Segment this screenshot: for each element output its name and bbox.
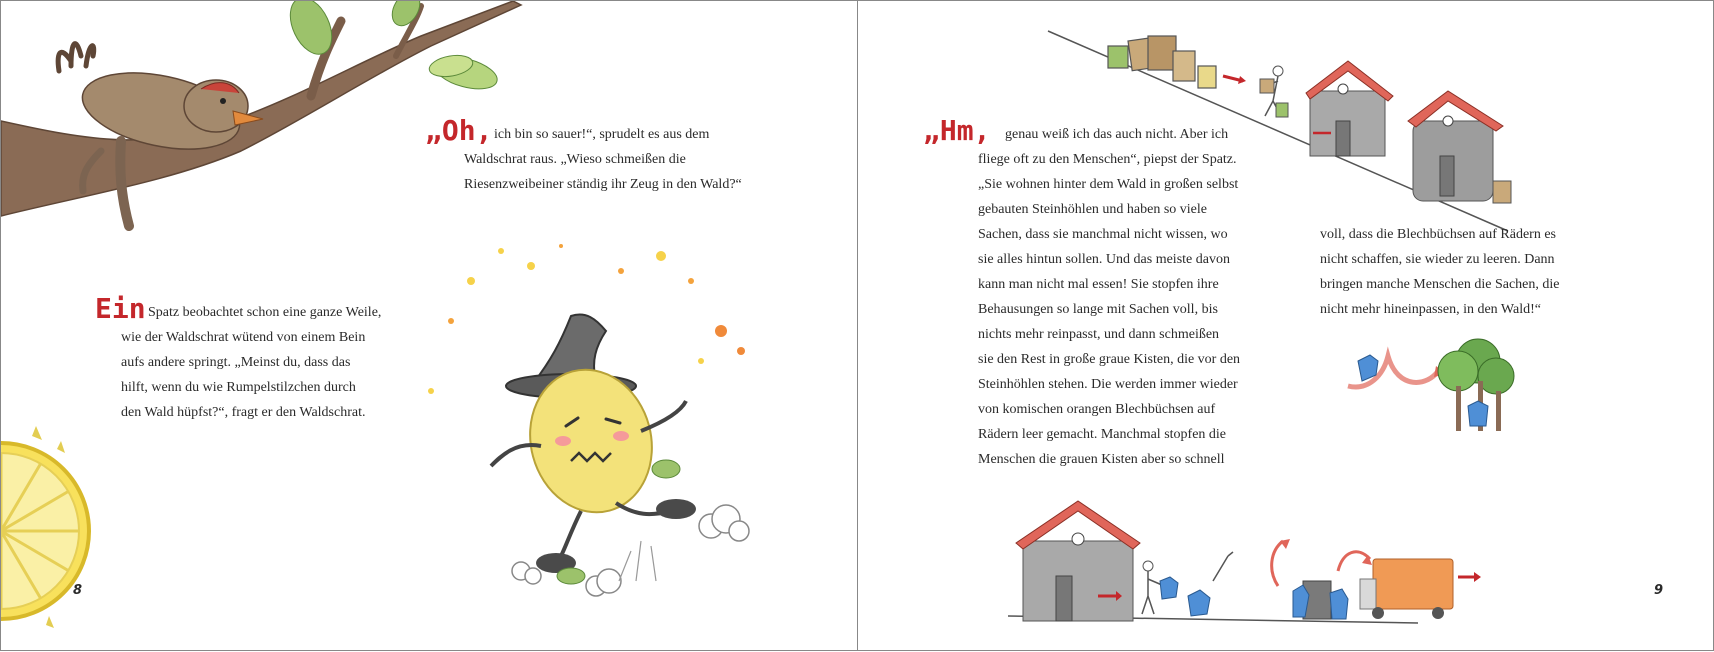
text-line: ich bin so sauer!“, sprudelt es aus dem bbox=[494, 127, 710, 142]
text-line: Riesenzweibeiner ständig ihr Zeug in den Wald?“ bbox=[464, 177, 742, 192]
paragraph-hm bbox=[1005, 122, 1228, 147]
text-line: Behausungen so lange mit Sachen voll, bis bbox=[978, 302, 1218, 317]
text-line: nicht schaffen, sie wieder zu leeren. Dann bbox=[1320, 252, 1555, 267]
angry-lemon-waldschrat-illustration bbox=[421, 241, 781, 601]
text-line: sie den Rest in große graue Kisten, die vor den bbox=[978, 352, 1241, 367]
text-line: nichts mehr reinpasst, und dann schmeißen bbox=[978, 327, 1220, 342]
drop-cap-ein: Ein bbox=[95, 292, 146, 325]
paragraph-hm-continued bbox=[978, 147, 1240, 472]
text-line: nicht mehr hineinpassen, in den Wald!“ bbox=[1320, 302, 1541, 317]
text-line: „Sie wohnen hinter dem Wald in großen selbst bbox=[978, 177, 1239, 192]
drop-cap-hm: „Hm, bbox=[923, 114, 991, 147]
text-line: genau weiß ich das auch nicht. Aber ich bbox=[1005, 127, 1229, 142]
text-line: aufs andere springt. „Meinst du, dass das bbox=[121, 355, 351, 370]
text-line: Sachen, dass sie manchmal nicht wissen, wo bbox=[978, 227, 1228, 242]
text-line: fliege oft zu den Menschen“, piepst der Spatz. bbox=[978, 152, 1237, 167]
text-line: Menschen die grauen Kisten aber so schnell bbox=[978, 452, 1225, 467]
paragraph-ein bbox=[148, 300, 381, 325]
text-line: Rädern leer gemacht. Manchmal stopfen die bbox=[978, 427, 1227, 442]
page-number: 8 bbox=[73, 583, 83, 598]
paragraph-oh bbox=[464, 122, 709, 147]
text-line: voll, dass die Blechbüchsen auf Rädern es bbox=[1320, 227, 1556, 242]
paragraph-oh-continued bbox=[464, 147, 742, 197]
text-line: bringen manche Menschen die Sachen, die bbox=[1320, 277, 1560, 292]
right-page bbox=[857, 0, 1714, 651]
drop-cap-oh: „Oh, bbox=[425, 114, 493, 147]
text-line: gebauten Steinhöhlen und haben so viele bbox=[978, 202, 1207, 217]
paragraph-column-2 bbox=[1320, 222, 1559, 322]
paragraph-ein-continued bbox=[121, 325, 365, 425]
page-number: 9 bbox=[1654, 583, 1664, 598]
text-line: Spatz beobachtet schon eine ganze Weile, bbox=[148, 305, 382, 320]
text-line: Waldschrat raus. „Wieso schmeißen die bbox=[464, 152, 686, 167]
text-line: Steinhöhlen stehen. Die werden immer wieder bbox=[978, 377, 1238, 392]
left-page bbox=[0, 0, 858, 651]
text-line: kann man nicht mal essen! Sie stopfen ihre bbox=[978, 277, 1219, 292]
text-line: sie alles hintun sollen. Und das meiste davon bbox=[978, 252, 1230, 267]
text-line: hilft, wenn du wie Rumpelstilzchen durch bbox=[121, 380, 356, 395]
lemon-slice-illustration bbox=[1, 421, 111, 641]
text-line: wie der Waldschrat wütend von einem Bein bbox=[121, 330, 366, 345]
text-line: von komischen orangen Blechbüchsen auf bbox=[978, 402, 1216, 417]
text-line: den Wald hüpfst?“, fragt er den Waldschrat. bbox=[121, 405, 366, 420]
